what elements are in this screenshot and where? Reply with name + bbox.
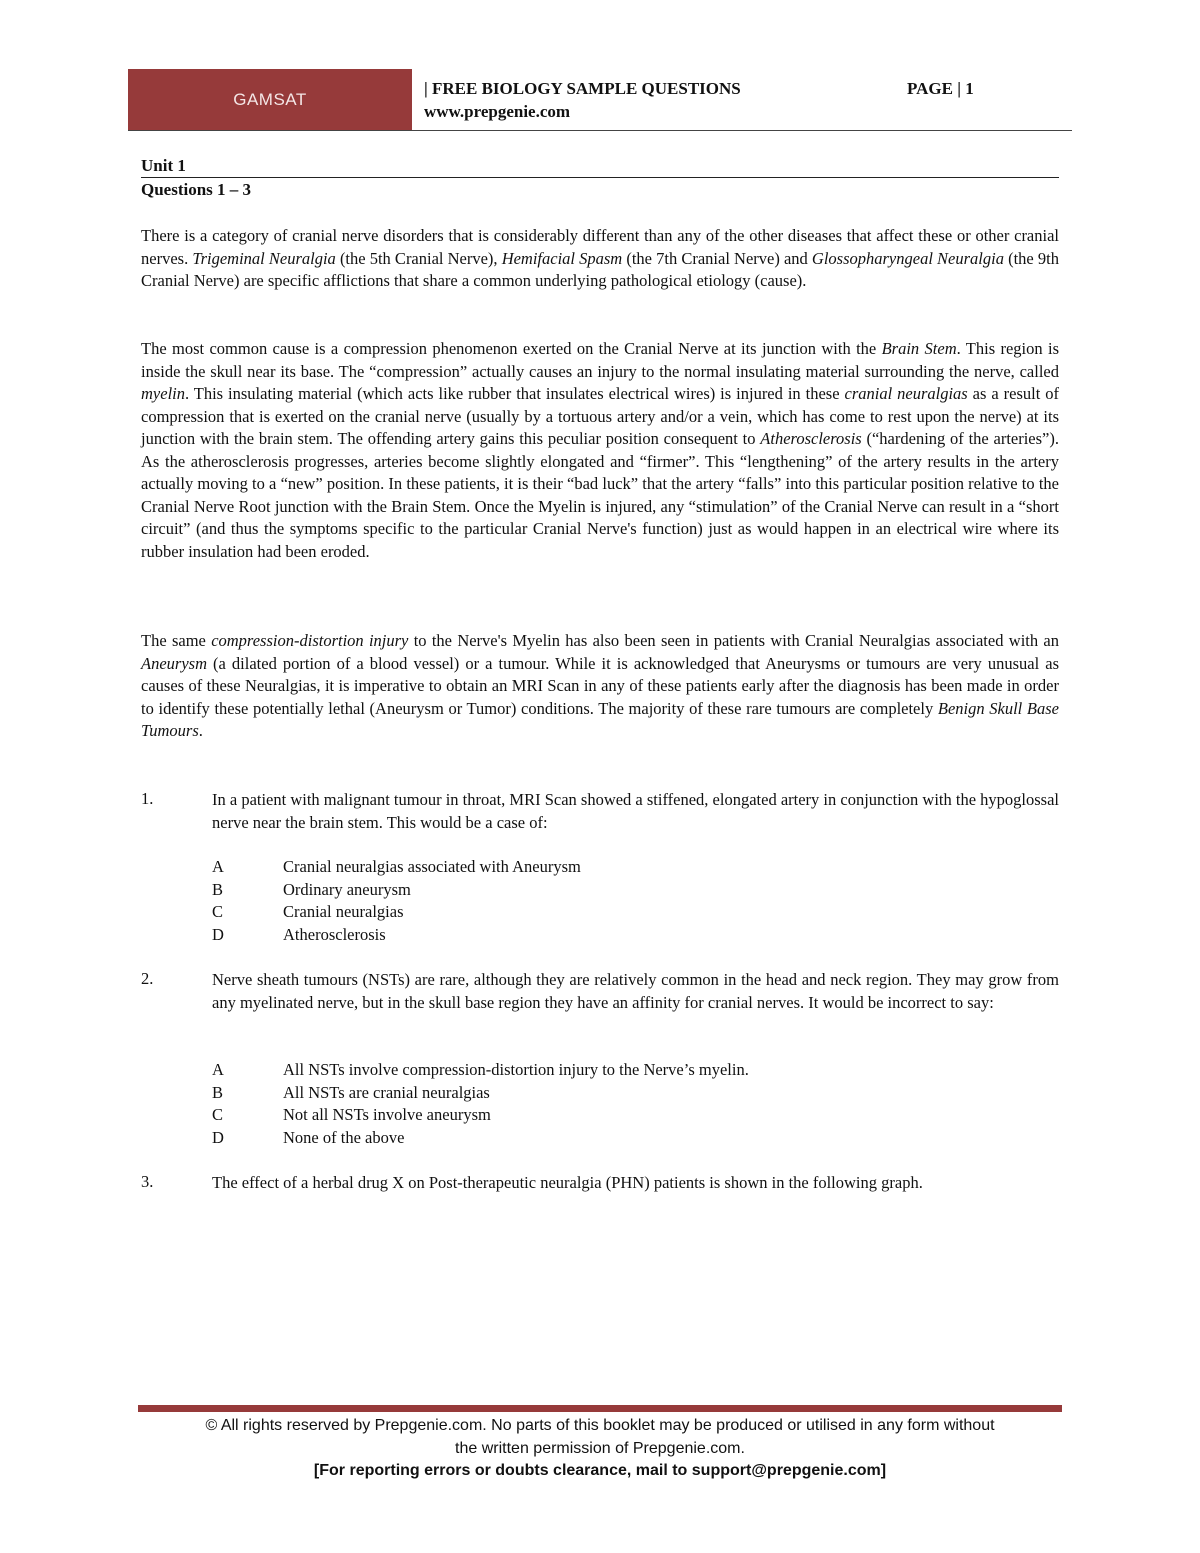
option-text: Cranial neuralgias [283, 902, 404, 922]
italic-term: myelin [141, 384, 185, 403]
text-run: (a dilated portion of a blood vessel) or a tumour. While it is acknowledged that Aneurysms or tumours are very unusual as causes of these Neuralgias, it is imperative to obtain an MRI Scan in any of these patients early after the diagnosis has been made in order to identify these potentially lethal (Aneurysm or Tumor) conditions. The majority of these rare tumours are completely [141, 653, 1059, 718]
footer-copyright: © All rights reserved by Prepgenie.com. No parts of this booklet may be produced or utilised in any form without [205, 1417, 995, 1434]
italic-term: Trigeminal Neuralgia [192, 248, 336, 268]
option-text: None of the above [283, 1127, 405, 1147]
unit-title: Unit 1 [141, 156, 186, 175]
option-text: Not all NSTs involve aneurysm [283, 1105, 491, 1125]
question-text: Nerve sheath tumours (NSTs) are rare, although they are relatively common in the head and neck region. They may grow from any myelinated nerve, but in the skull base region they have an affinity for cranial nerves. It would be incorrect to say: [212, 970, 1059, 1012]
text-run: (the 5th Cranial Nerve), [335, 248, 502, 268]
header-url[interactable]: www.prepgenie.com [424, 102, 571, 121]
header-title: | FREE BIOLOGY SAMPLE QUESTIONS [424, 79, 741, 98]
questions-range: Questions 1 – 3 [141, 180, 252, 199]
footer-permission: the written permission of Prepgenie.com. [455, 1440, 745, 1457]
option-letter: C [212, 902, 224, 922]
option-letter: C [212, 1105, 224, 1125]
text-run: (“hardening of the arteries”). As the atherosclerosis progresses, arteries become slightly elongated and “firmer”. This “lengthening” of the artery results in the artery actually moving to a “new” position. In these patients, it is their “bad luck” that the artery “falls” into this particular position relative to the Cranial Nerve Root junction with the Brain Stem. Once the Myelin is injured, any “stimulation” of the Cranial Nerve can result in a “short circuit” (and thus the symptoms specific to the particular Cranial Nerve's function) just as would happen in an electrical wire where its rubber insulation had been eroded. [141, 429, 1059, 561]
option-text: Atherosclerosis [283, 924, 386, 944]
badge-label: GAMSAT [233, 90, 307, 109]
option-letter: A [212, 857, 224, 876]
unit-divider [141, 177, 1059, 178]
italic-term: Aneurysm [141, 653, 207, 673]
text-run: to the Nerve's Myelin has also been seen in patients with Cranial Neuralgias associated with an [408, 631, 1059, 650]
option-letter: B [212, 879, 224, 899]
italic-term: Hemifacial Spasm [501, 248, 623, 268]
passage-paragraph-3 [141, 630, 1059, 743]
text-run: . This region is inside the skull near its base. The “compression” actually causes an injury to the normal insulating material surrounding the nerve, called [141, 339, 1059, 381]
italic-term: Atherosclerosis [760, 429, 862, 448]
option-letter: A [212, 1060, 224, 1079]
italic-term: compression-distortion injury [211, 631, 409, 650]
passage-paragraph-1 [141, 225, 1059, 293]
option-letter: D [212, 1127, 224, 1147]
question-text: The effect of a herbal drug X on Post-therapeutic neuralgia (PHN) patients is shown in the following graph. [212, 1173, 923, 1192]
text-run: . [198, 721, 203, 740]
text-run: The same [141, 631, 212, 650]
text-run: (the 9th Cranial Nerve) are specific afflictions that share a common underlying pathological etiology (cause). [141, 248, 1059, 290]
italic-term: Glossopharyngeal Neuralgia [811, 248, 1004, 268]
question-number: 2. [141, 969, 154, 988]
option-letter: B [212, 1082, 224, 1102]
header-divider [128, 130, 1072, 131]
option-text: All NSTs involve compression-distortion injury to the Nerve’s myelin. [283, 1060, 749, 1079]
text-run: The most common cause is a compression phenomenon exerted on the Cranial Nerve at its junction with the [141, 339, 882, 358]
text-run: There is a category of cranial nerve disorders that is considerably different than any of the other diseases that affect these or other cranial nerves. [141, 226, 1059, 268]
text-run: . This insulating material (which acts like rubber that insulates electrical wires) is injured in these [184, 384, 845, 403]
page-number: PAGE | 1 [907, 79, 974, 98]
question-number: 3. [141, 1172, 154, 1191]
text-run: as a result of compression that is exerted on the cranial nerve (usually by a tortuous artery and/or a vein, which has come to rest upon the nerve) at its junction with the brain stem. The offending artery gains this peculiar position consequent to [141, 384, 1059, 448]
question-number: 1. [141, 789, 154, 808]
italic-term: Brain Stem [881, 339, 957, 358]
option-text: All NSTs are cranial neuralgias [283, 1082, 490, 1102]
italic-term: Benign Skull Base Tumours [141, 698, 1059, 740]
footer-contact: [For reporting errors or doubts clearance, mail to support@prepgenie.com] [313, 1462, 887, 1479]
option-letter: D [212, 924, 224, 944]
passage-paragraph-2 [141, 338, 1059, 563]
option-text: Cranial neuralgias associated with Aneurysm [283, 857, 581, 876]
italic-term: cranial neuralgias [844, 384, 968, 403]
text-run: (the 7th Cranial Nerve) and [622, 248, 812, 268]
option-text: Ordinary aneurysm [283, 879, 411, 899]
footer-divider [138, 1405, 1062, 1412]
question-text: In a patient with malignant tumour in throat, MRI Scan showed a stiffened, elongated artery in conjunction with the hypoglossal nerve near the brain stem. This would be a case of: [212, 790, 1059, 832]
header-badge [128, 69, 412, 131]
